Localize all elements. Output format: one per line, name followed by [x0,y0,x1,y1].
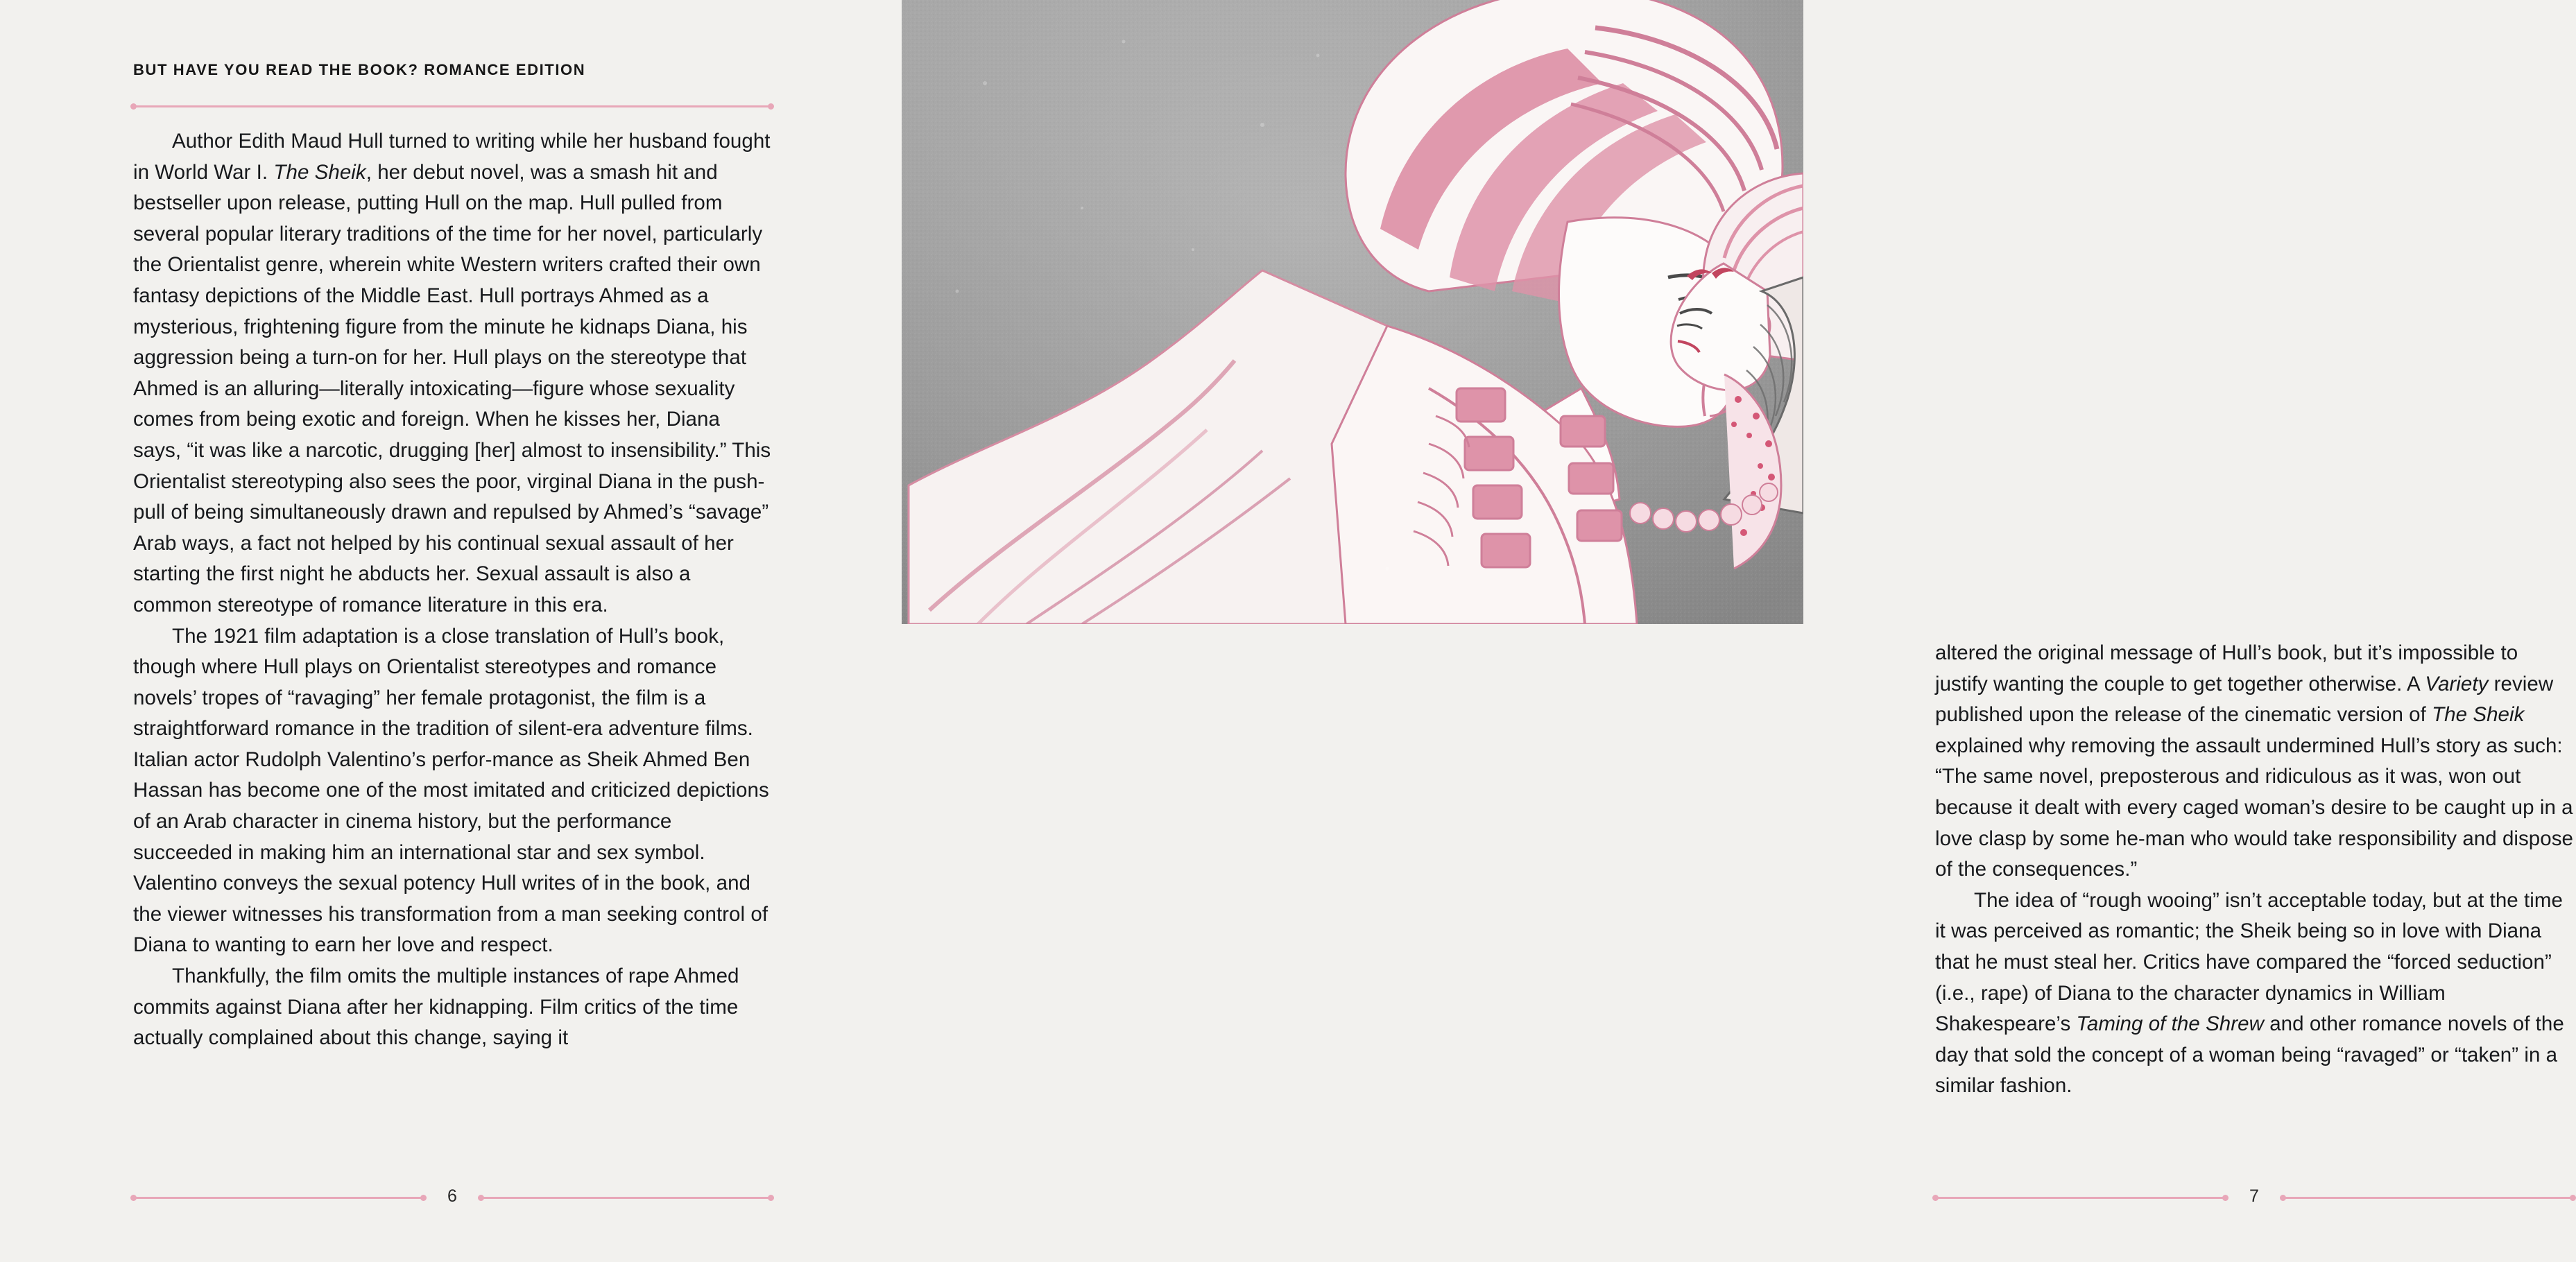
page-number: 7 [2249,1186,2259,1206]
running-head: BUT HAVE YOU READ THE BOOK? ROMANCE EDITION [133,61,586,78]
chapter-illustration [902,0,1803,624]
body-text-right-column [1935,638,2573,1102]
folio-right [1935,1188,2573,1208]
header-rule [133,105,771,107]
body-text-left-column [133,126,771,1054]
folio-rule-right [2283,1197,2573,1199]
folio-rule-left [133,1197,424,1199]
sheik-and-diana-illustration [902,0,1803,624]
paragraph: The idea of “rough wooing” isn’t acceptable today, but at the time it was perceived as romantic; the Sheik being so in love with Diana that he must steal her. Critics have compared the “forced seduction” (i.e., rape) of Diana to the character dynamics in William Shakespeare’s Taming of the Shrew and other romance novels of the day that sold the concept of a woman being “ravaged” or “taken” in a similar fashion. [1935,888,2564,1098]
paragraph: Thankfully, the film omits the multiple instances of rape Ahmed commits against Diana after her kidnapping. Film critics of the time actually complained about this change, saying it [133,965,739,1050]
paragraph: Author Edith Maud Hull turned to writing while her husband fought in World War I. The Sheik, her debut novel, was a smash hit and bestseller upon release, putting Hull on the map. Hull pulled from several popular literary traditions of the time for her novel, particularly the Orientalist genre, wherein white Western writers crafted their own fantasy depictions of the Middle East. Hull portrays Ahmed as a mysterious, frightening figure from the minute he kidnaps Diana, his aggression being a turn-on for her. Hull plays on the stereotype that Ahmed is an alluring—literally intoxicating—figure whose sexuality comes from being exotic and foreign. When he kisses her, Diana says, “it was like a narcotic, drugging [her] almost to insensibility.” This Orientalist stereotyping also sees the poor, virginal Diana in the push-pull of being simultaneously drawn and repulsed by Ahmed’s “savage” Arab ways, a fact not helped by his continual sexual assault of her starting the first night he abducts her. Sexual assault is also a common stereotype of romance literature in this era. [133,130,771,616]
paragraph: altered the original message of Hull’s book, but it’s impossible to justify wanting the couple to get together otherwise. A Variety review published upon the release of the cinematic version of The Sheik explained why removing the assault undermined Hull’s story as such: “The same novel, preposterous and ridiculous as it was, won out because it dealt with every caged woman’s desire to be caught up in a love clasp by some he-man who would take responsibility and dispose of the consequences.” [1935,641,2573,881]
paragraph: The 1921 film adaptation is a close translation of Hull’s book, though where Hull plays on Orientalist stereotypes and romance novels’ tropes of “ravaging” her female protagonist, the film is a straightforward romance in the tradition of silent-era adventure films. Italian actor Rudolph Valentino’s perfor-mance as Sheik Ahmed Ben Hassan has become one of the most imitated and criticized depictions of an Arab character in cinema history, but the performance succeeded in making him an international star and sex symbol. Valentino conveys the sexual potency Hull writes of in the book, and the viewer witnesses his transformation from a man seeking control of Diana to wanting to earn her love and respect. [133,624,769,957]
folio-rule-right [481,1197,771,1199]
folio-rule-left [1935,1197,2226,1199]
page-number: 6 [447,1186,457,1206]
page-left [0,0,902,1262]
folio-left [133,1188,771,1208]
